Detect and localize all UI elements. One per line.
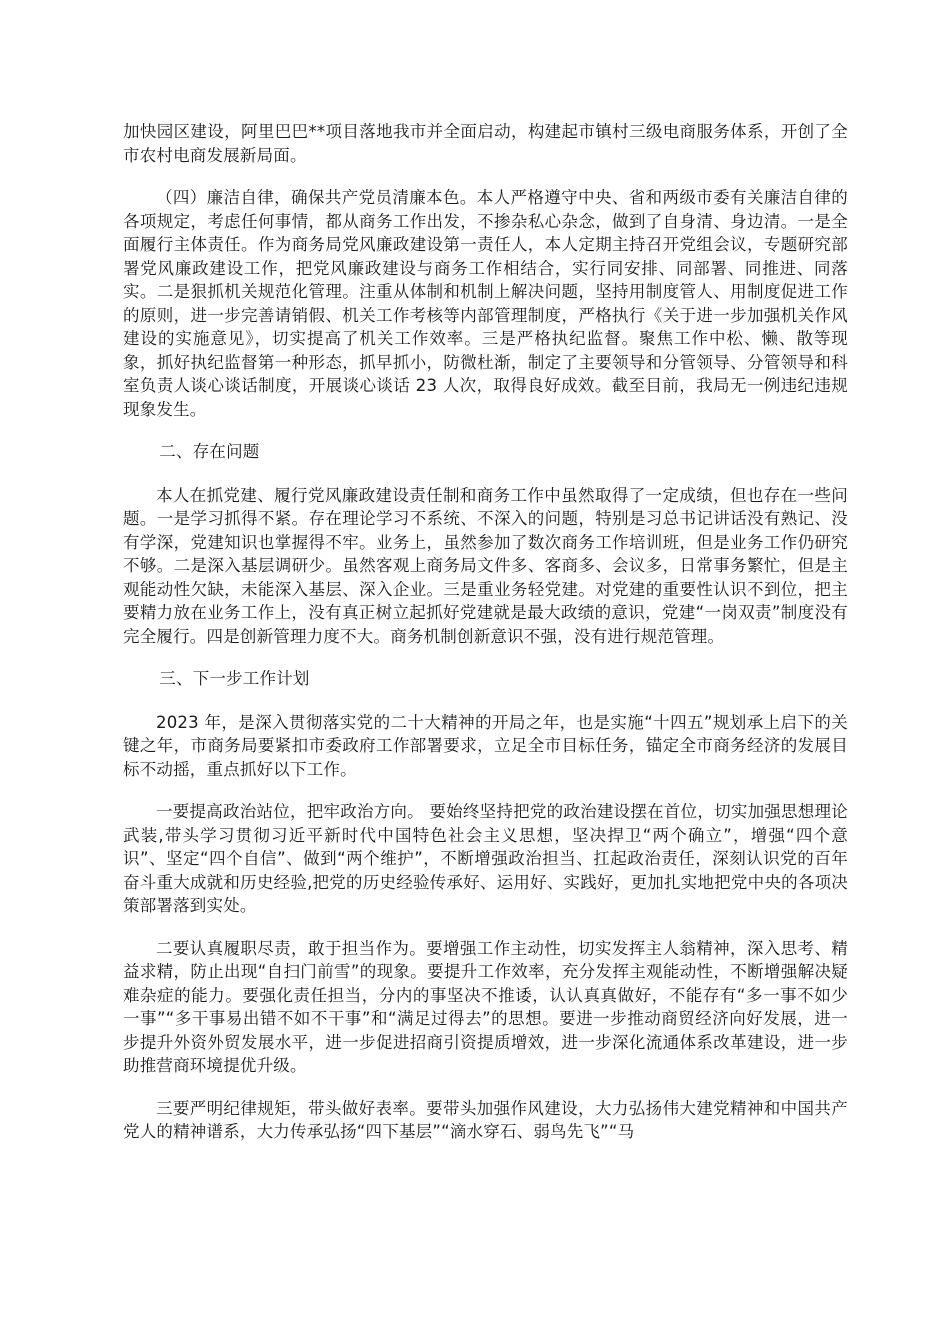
paragraph-problems: 本人在抓党建、履行党风廉政建设责任制和商务工作中虽然取得了一定成绩，但也存在一些问题。一是学习抓得不紧。存在理论学习不系统、不深入的问题，特别是习总书记讲话没有熟记、没有学深，党建知识也掌握得不牢。业务上，虽然参加了数次商务工作培训班，但是业务工作仍研究不够。二是深入基层调研少。虽然客观上商务局文件多、客商多、会议多，日常事务繁忙，但是主观能动性欠缺，未能深入基层、深入企业。三是重业务轻党建。对党建的重要性认识不到位，把主要精力放在业务工作上，没有真正树立起抓好党建就是最大政绩的意识，党建“一岗双责”制度没有完全履行。四是创新管理力度不大。商务机制创新意识不强，没有进行规范管理。 [123, 485, 848, 646]
paragraph-plan-discipline: 三要严明纪律规矩，带头做好表率。要带头加强作风建设，大力弘扬伟大建党精神和中国共产党人的精神谱系，大力传承弘扬“四下基层”“滴水穿石、弱鸟先飞”“马 [123, 1098, 848, 1141]
paragraph-plan-duty: 二要认真履职尽责，敢于担当作为。要增强工作主动性，切实发挥主人翁精神，深入思考、精益求精，防止出现“自扫门前雪”的现象。要提升工作效率，充分发挥主观能动性，不断增强解决疑难杂症的能力。要强化责任担当，分内的事坚决不推诿，认认真真做好，不能存有“多一事不如少一事”“多干事易出错不如不干事”和“满足过得去”的思想。要进一步推动商贸经济向好发展，进一步提升外资外贸发展水平，进一步促进招商引资提质增效，进一步深化流通体系改革建设，进一步助推营商环境提优升级。 [123, 938, 848, 1075]
section-heading-plan: 三、下一步工作计划 [159, 669, 310, 688]
section-heading-problems: 二、存在问题 [159, 442, 260, 461]
paragraph-plan-intro: 2023 年，是深入贯彻落实党的二十大精神的开局之年，也是实施“十四五”规划承上启下的关键之年，市商务局要紧扣市委政府工作部署要求，立足全市目标任务，锚定全市商务经济的发展目标不动摇，重点抓好以下工作。 [123, 712, 848, 779]
paragraph-integrity: （四）廉洁自律，确保共产党员清廉本色。本人严格遵守中央、省和两级市委有关廉洁自律的各项规定，考虑任何事情，都从商务工作出发，不掺杂私心杂念，做到了自身清、身边清。一是全面履行主体责任。作为商务局党风廉政建设第一责任人，本人定期主持召开党组会议，专题研究部署党风廉政建设工作，把党风廉政建设与商务工作相结合，实行同安排、同部署、同推进、同落实。二是狠抓机关规范化管理。注重从体制和机制上解决问题，坚持用制度管人、用制度促进工作的原则，进一步完善请销假、机关工作考核等内部管理制度，严格执行《关于进一步加强机关作风建设的实施意见》，切实提高了机关工作效率。三是严格执纪监督。聚焦工作中松、懒、散等现象，抓好执纪监督第一种形态，抓早抓小，防微杜渐，制定了主要领导和分管领导、分管领导和科室负责人谈心谈话制度，开展谈心谈话 23 人次，取得良好成效。截至目前，我局无一例违纪违规现象发生。 [123, 188, 848, 419]
paragraph-plan-political: 一要提高政治站位，把牢政治方向。 要始终坚持把党的政治建设摆在首位，切实加强思想理论武装,带头学习贯彻习近平新时代中国特色社会主义思想，坚决捍卫“两个确立”，增强“四个意识”、坚定“四个自信”、做到“两个维护”，不断增强政治担当、扛起政治责任，深刻认识党的百年奋斗重大成就和历史经验,把党的历史经验传承好、运用好、实践好，更加扎实地把党中央的各项决策部署落到实处。 [123, 802, 848, 915]
paragraph-continuation: 加快园区建设，阿里巴巴**项目落地我市并全面启动，构建起市镇村三级电商服务体系，开创了全市农村电商发展新局面。 [123, 122, 848, 165]
document-page [123, 120, 848, 1144]
